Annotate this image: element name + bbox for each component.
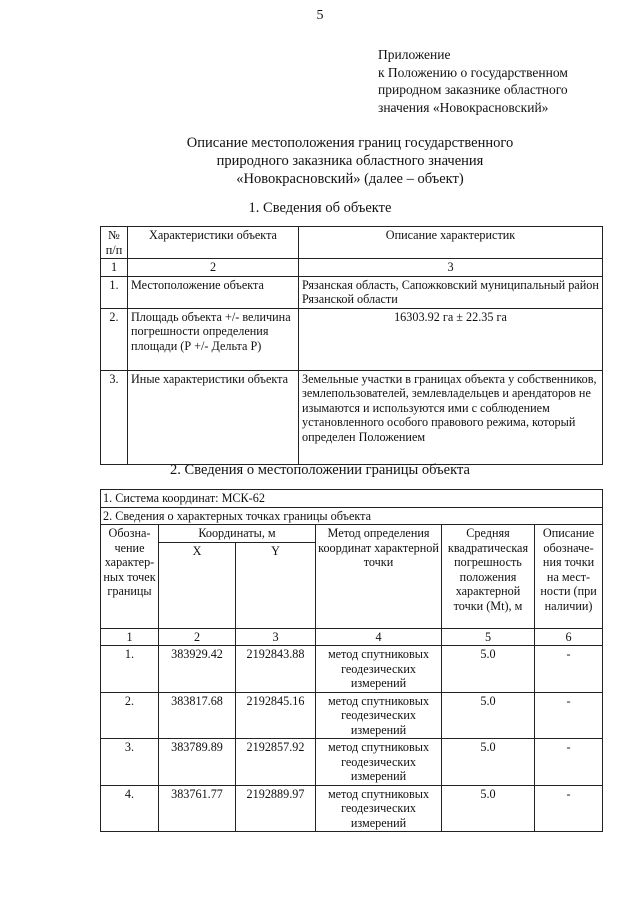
table-row [101, 739, 603, 786]
table-row [101, 785, 603, 832]
point-y: 2192889.97 [236, 785, 316, 832]
section1-heading: 1. Сведения об объекте [248, 200, 392, 216]
row-num: 3. [101, 370, 128, 464]
point-mt: 5.0 [442, 692, 535, 739]
row-desc: Рязанская область, Сапожковский муниципальный район Рязанской области [299, 276, 603, 308]
index-cell: 2 [159, 628, 236, 646]
point-y: 2192845.16 [236, 692, 316, 739]
point-mt: 5.0 [442, 646, 535, 693]
point-method: метод спутниковых геодезических измерений [316, 646, 442, 693]
header-y: Y [236, 542, 316, 628]
point-desc: - [535, 646, 603, 693]
object-info-table [100, 226, 603, 465]
table-row [101, 276, 603, 308]
row-num: 1. [101, 276, 128, 308]
index-cell: 3 [236, 628, 316, 646]
header-characteristic: Характеристики объекта [128, 227, 299, 259]
table-row [101, 646, 603, 693]
title-line: Описание местоположения границ государственного [186, 135, 514, 151]
index-cell: 6 [535, 628, 603, 646]
point-x: 383761.77 [159, 785, 236, 832]
title-line: природного заказника областного значения [216, 153, 484, 169]
row-name: Площадь объекта +/- величина погрешности определения площади (Р +/- Дельта Р) [128, 308, 299, 370]
title-line: «Новокрасновский» (далее – объект) [236, 171, 464, 187]
row-desc: Земельные участки в границах объекта у собственников, землепользователей, землевладельцев и арендаторов не изымаются и используются ими с соблюдением установленного особого правового режима, который определен Положением [299, 370, 603, 464]
index-cell: 3 [299, 259, 603, 277]
header-description: Описание обозначе-ния точки на мест-ности (при наличии) [535, 525, 603, 629]
row-name: Местоположение объекта [128, 276, 299, 308]
row-desc: 16303.92 га ± 22.35 га [299, 308, 603, 370]
appendix-line: Приложение [378, 47, 451, 62]
header-num: № п/п [101, 227, 128, 259]
boundary-points-table [100, 489, 603, 832]
document-title [100, 134, 600, 188]
point-num: 2. [101, 692, 159, 739]
header-designation: Обозна-чение характер-ных точек границы [101, 525, 159, 629]
header-precision: Средняя квадратическая погрешность положения характерной точки (Mt), м [442, 525, 535, 629]
point-mt: 5.0 [442, 785, 535, 832]
point-x: 383929.42 [159, 646, 236, 693]
point-num: 3. [101, 739, 159, 786]
index-cell: 4 [316, 628, 442, 646]
point-num: 1. [101, 646, 159, 693]
header-coords: Координаты, м [159, 525, 316, 543]
point-mt: 5.0 [442, 739, 535, 786]
index-cell: 5 [442, 628, 535, 646]
appendix-line: значения «Новокрасновский» [378, 99, 549, 115]
appendix-line: к Положению о государственном [378, 64, 568, 80]
point-method: метод спутниковых геодезических измерений [316, 785, 442, 832]
appendix-note [378, 46, 568, 116]
header-x: X [159, 542, 236, 628]
point-y: 2192857.92 [236, 739, 316, 786]
table-row [101, 308, 603, 370]
header-method: Метод определения координат характерной точки [316, 525, 442, 629]
row-name: Иные характеристики объекта [128, 370, 299, 464]
point-desc: - [535, 785, 603, 832]
point-x: 383817.68 [159, 692, 236, 739]
point-y: 2192843.88 [236, 646, 316, 693]
points-title: 2. Сведения о характерных точках границы объекта [101, 507, 603, 525]
point-method: метод спутниковых геодезических измерений [316, 739, 442, 786]
row-num: 2. [101, 308, 128, 370]
page-number: 5 [316, 8, 324, 23]
point-desc: - [535, 739, 603, 786]
table-row [101, 370, 603, 464]
index-cell: 1 [101, 259, 128, 277]
index-cell: 1 [101, 628, 159, 646]
table-row [101, 692, 603, 739]
header-description: Описание характеристик [299, 227, 603, 259]
point-x: 383789.89 [159, 739, 236, 786]
point-desc: - [535, 692, 603, 739]
coord-system: 1. Система координат: МСК-62 [101, 490, 603, 508]
point-num: 4. [101, 785, 159, 832]
section2-heading: 2. Сведения о местоположении границы объекта [170, 462, 470, 478]
appendix-line: природном заказнике областного [378, 82, 568, 97]
index-cell: 2 [128, 259, 299, 277]
point-method: метод спутниковых геодезических измерений [316, 692, 442, 739]
